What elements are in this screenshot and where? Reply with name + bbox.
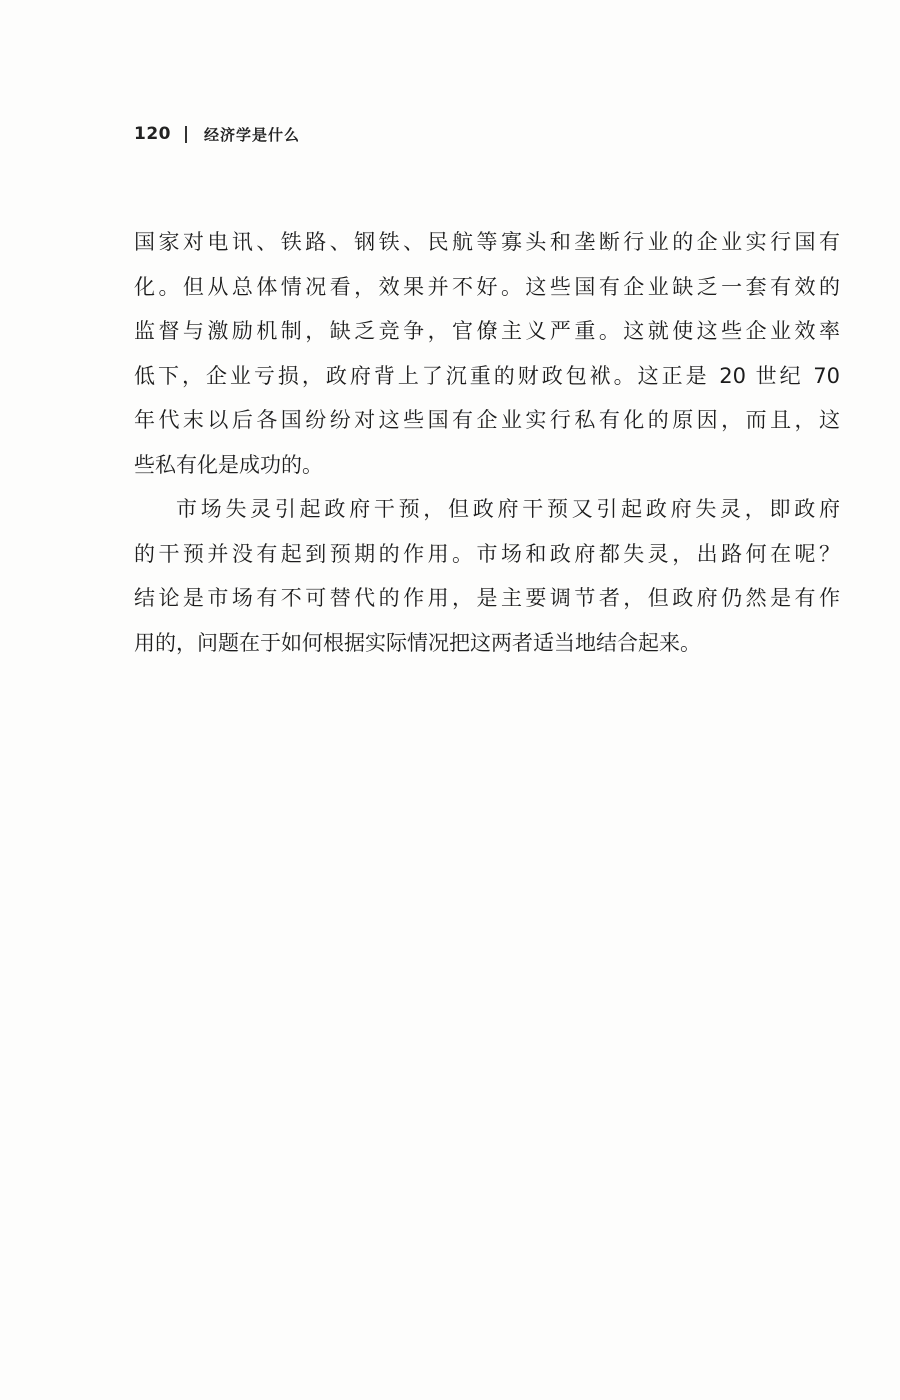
text-line: 年代末以后各国纷纷对这些国有企业实行私有化的原因，而且，这 (134, 408, 840, 432)
text-line: 市场失灵引起政府干预，但政府干预又引起政府失灵，即政府 (176, 497, 840, 521)
text-line: 监督与激励机制，缺乏竞争，官僚主义严重。这就使这些企业效率 (134, 319, 840, 343)
text-line: 用的，问题在于如何根据实际情况把这两者适当地结合起来。 (134, 630, 701, 655)
text-line: 化。但从总体情况看，效果并不好。这些国有企业缺乏一套有效的 (134, 274, 840, 299)
text-line: 些私有化是成功的。 (134, 452, 323, 477)
paragraph-1 (134, 220, 840, 487)
text-line: 结论是市场有不可替代的作用，是主要调节者，但政府仍然是有作 (134, 586, 840, 610)
header-divider (185, 126, 187, 143)
book-title: 经济学是什么 (204, 125, 301, 144)
body-text (134, 220, 840, 665)
paragraph-2 (134, 487, 840, 665)
running-header (134, 119, 300, 149)
text-line: 的干预并没有起到预期的作用。市场和政府都失灵，出路何在呢？ (134, 541, 840, 566)
page-number: 120 (134, 124, 171, 144)
text-line: 国家对电讯、铁路、钢铁、民航等寡头和垄断行业的企业实行国有 (134, 230, 840, 254)
text-line: 低下，企业亏损，政府背上了沉重的财政包袱。这正是 20 世纪 70 (134, 363, 840, 388)
